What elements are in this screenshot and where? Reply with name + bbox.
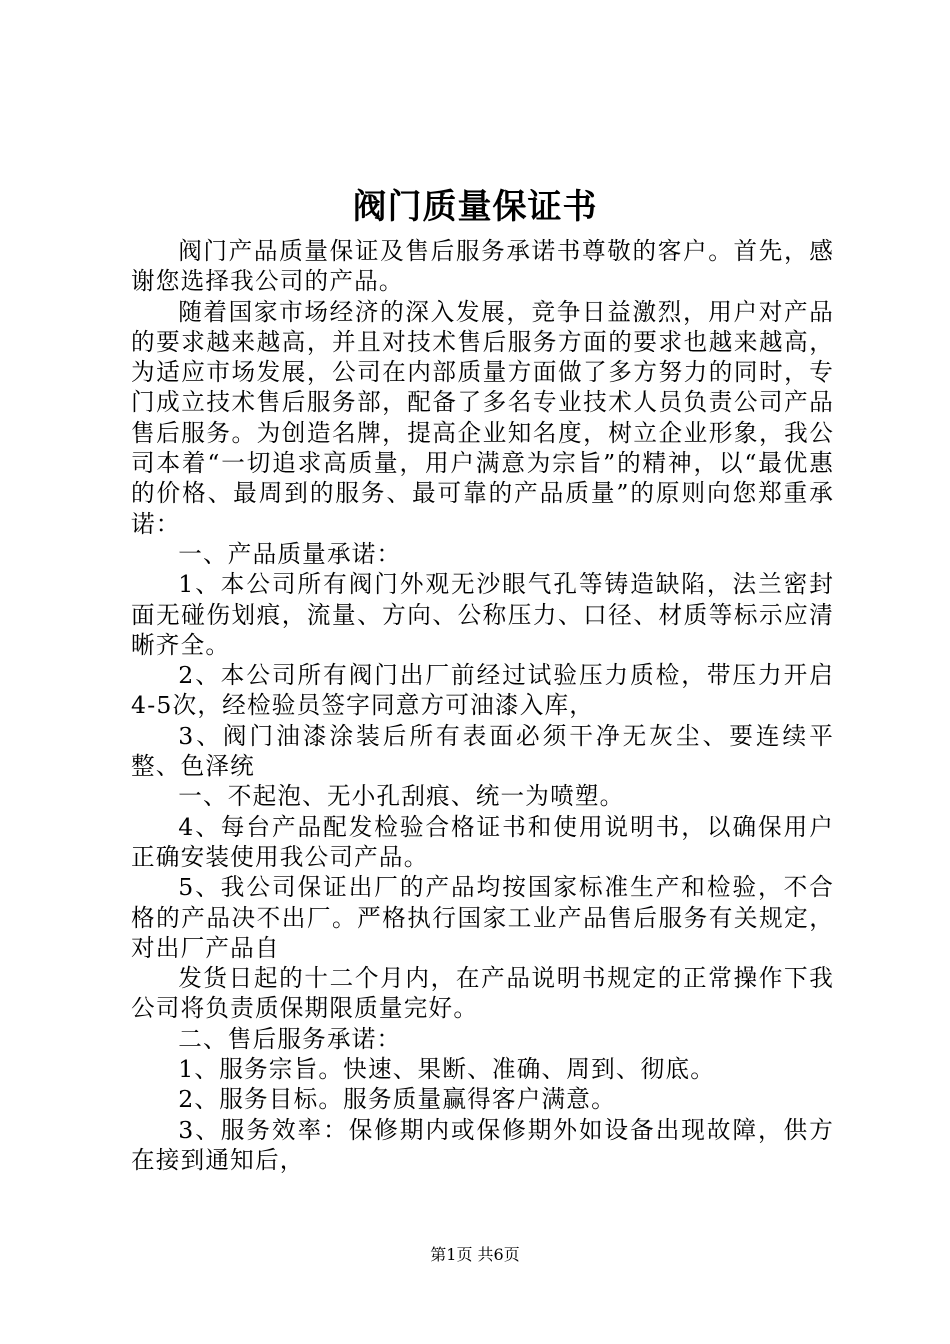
paragraph: 发货日起的十二个月内，在产品说明书规定的正常操作下我公司将负责质保期限质量完好。 (131, 964, 834, 1023)
list-item: 5、我公司保证出厂的产品均按国家标准生产和检验，不合格的产品决不出厂。严格执行国家工业产品售后服务有关规定，对出厂产品自 (131, 873, 834, 962)
paragraph: 一、不起泡、无小孔刮痕、统一为喷塑。 (178, 782, 625, 811)
section-heading: 一、产品质量承诺： (178, 539, 402, 568)
list-item: 3、阀门油漆涂装后所有表面必须干净无灰尘、要连续平整、色泽统 (131, 721, 834, 781)
section-heading: 二、售后服务承诺： (178, 1024, 402, 1053)
list-item: 1、本公司所有阀门外观无沙眼气孔等铸造缺陷，法兰密封面无碰伤划痕，流量、方向、公称压力、口径、材质等标示应清晰齐全。 (131, 570, 834, 659)
list-item: 4、每台产品配发检验合格证书和使用说明书，以确保用户正确安装使用我公司产品。 (131, 812, 834, 871)
list-item: 1、服务宗旨。快速、果断、准确、周到、彻底。 (178, 1055, 716, 1084)
paragraph: 阀门产品质量保证及售后服务承诺书尊敬的客户。首先，感谢您选择我公司的产品。 (131, 237, 834, 296)
list-item: 2、服务目标。服务质量赢得客户满意。 (178, 1085, 616, 1114)
list-item: 2、本公司所有阀门出厂前经过试验压力质检，带压力开启4-5次，经检验员签字同意方可油漆入库， (131, 661, 834, 720)
paragraph: 随着国家市场经济的深入发展，竞争日益激烈，用户对产品的要求越来越高，并且对技术售后服务方面的要求也越来越高，为适应市场发展，公司在内部质量方面做了多方努力的同时，专门成立技术售后服务部，配备了多名专业技术人员负责公司产品售后服务。为创造名牌，提高企业知名度，树立企业形象，我公司本着“一切追求高质量，用户满意为宗旨”的精神，以“最优惠的价格、最周到的服务、最可靠的产品质量”的原则向您郑重承诺： (131, 297, 834, 538)
document-title: 阀门质量保证书 (352, 187, 598, 227)
list-item: 3、服务效率：保修期内或保修期外如设备出现故障，供方在接到通知后， (131, 1115, 834, 1174)
document-body (131, 236, 834, 1175)
page-number: 第1页 共6页 (430, 1245, 520, 1264)
